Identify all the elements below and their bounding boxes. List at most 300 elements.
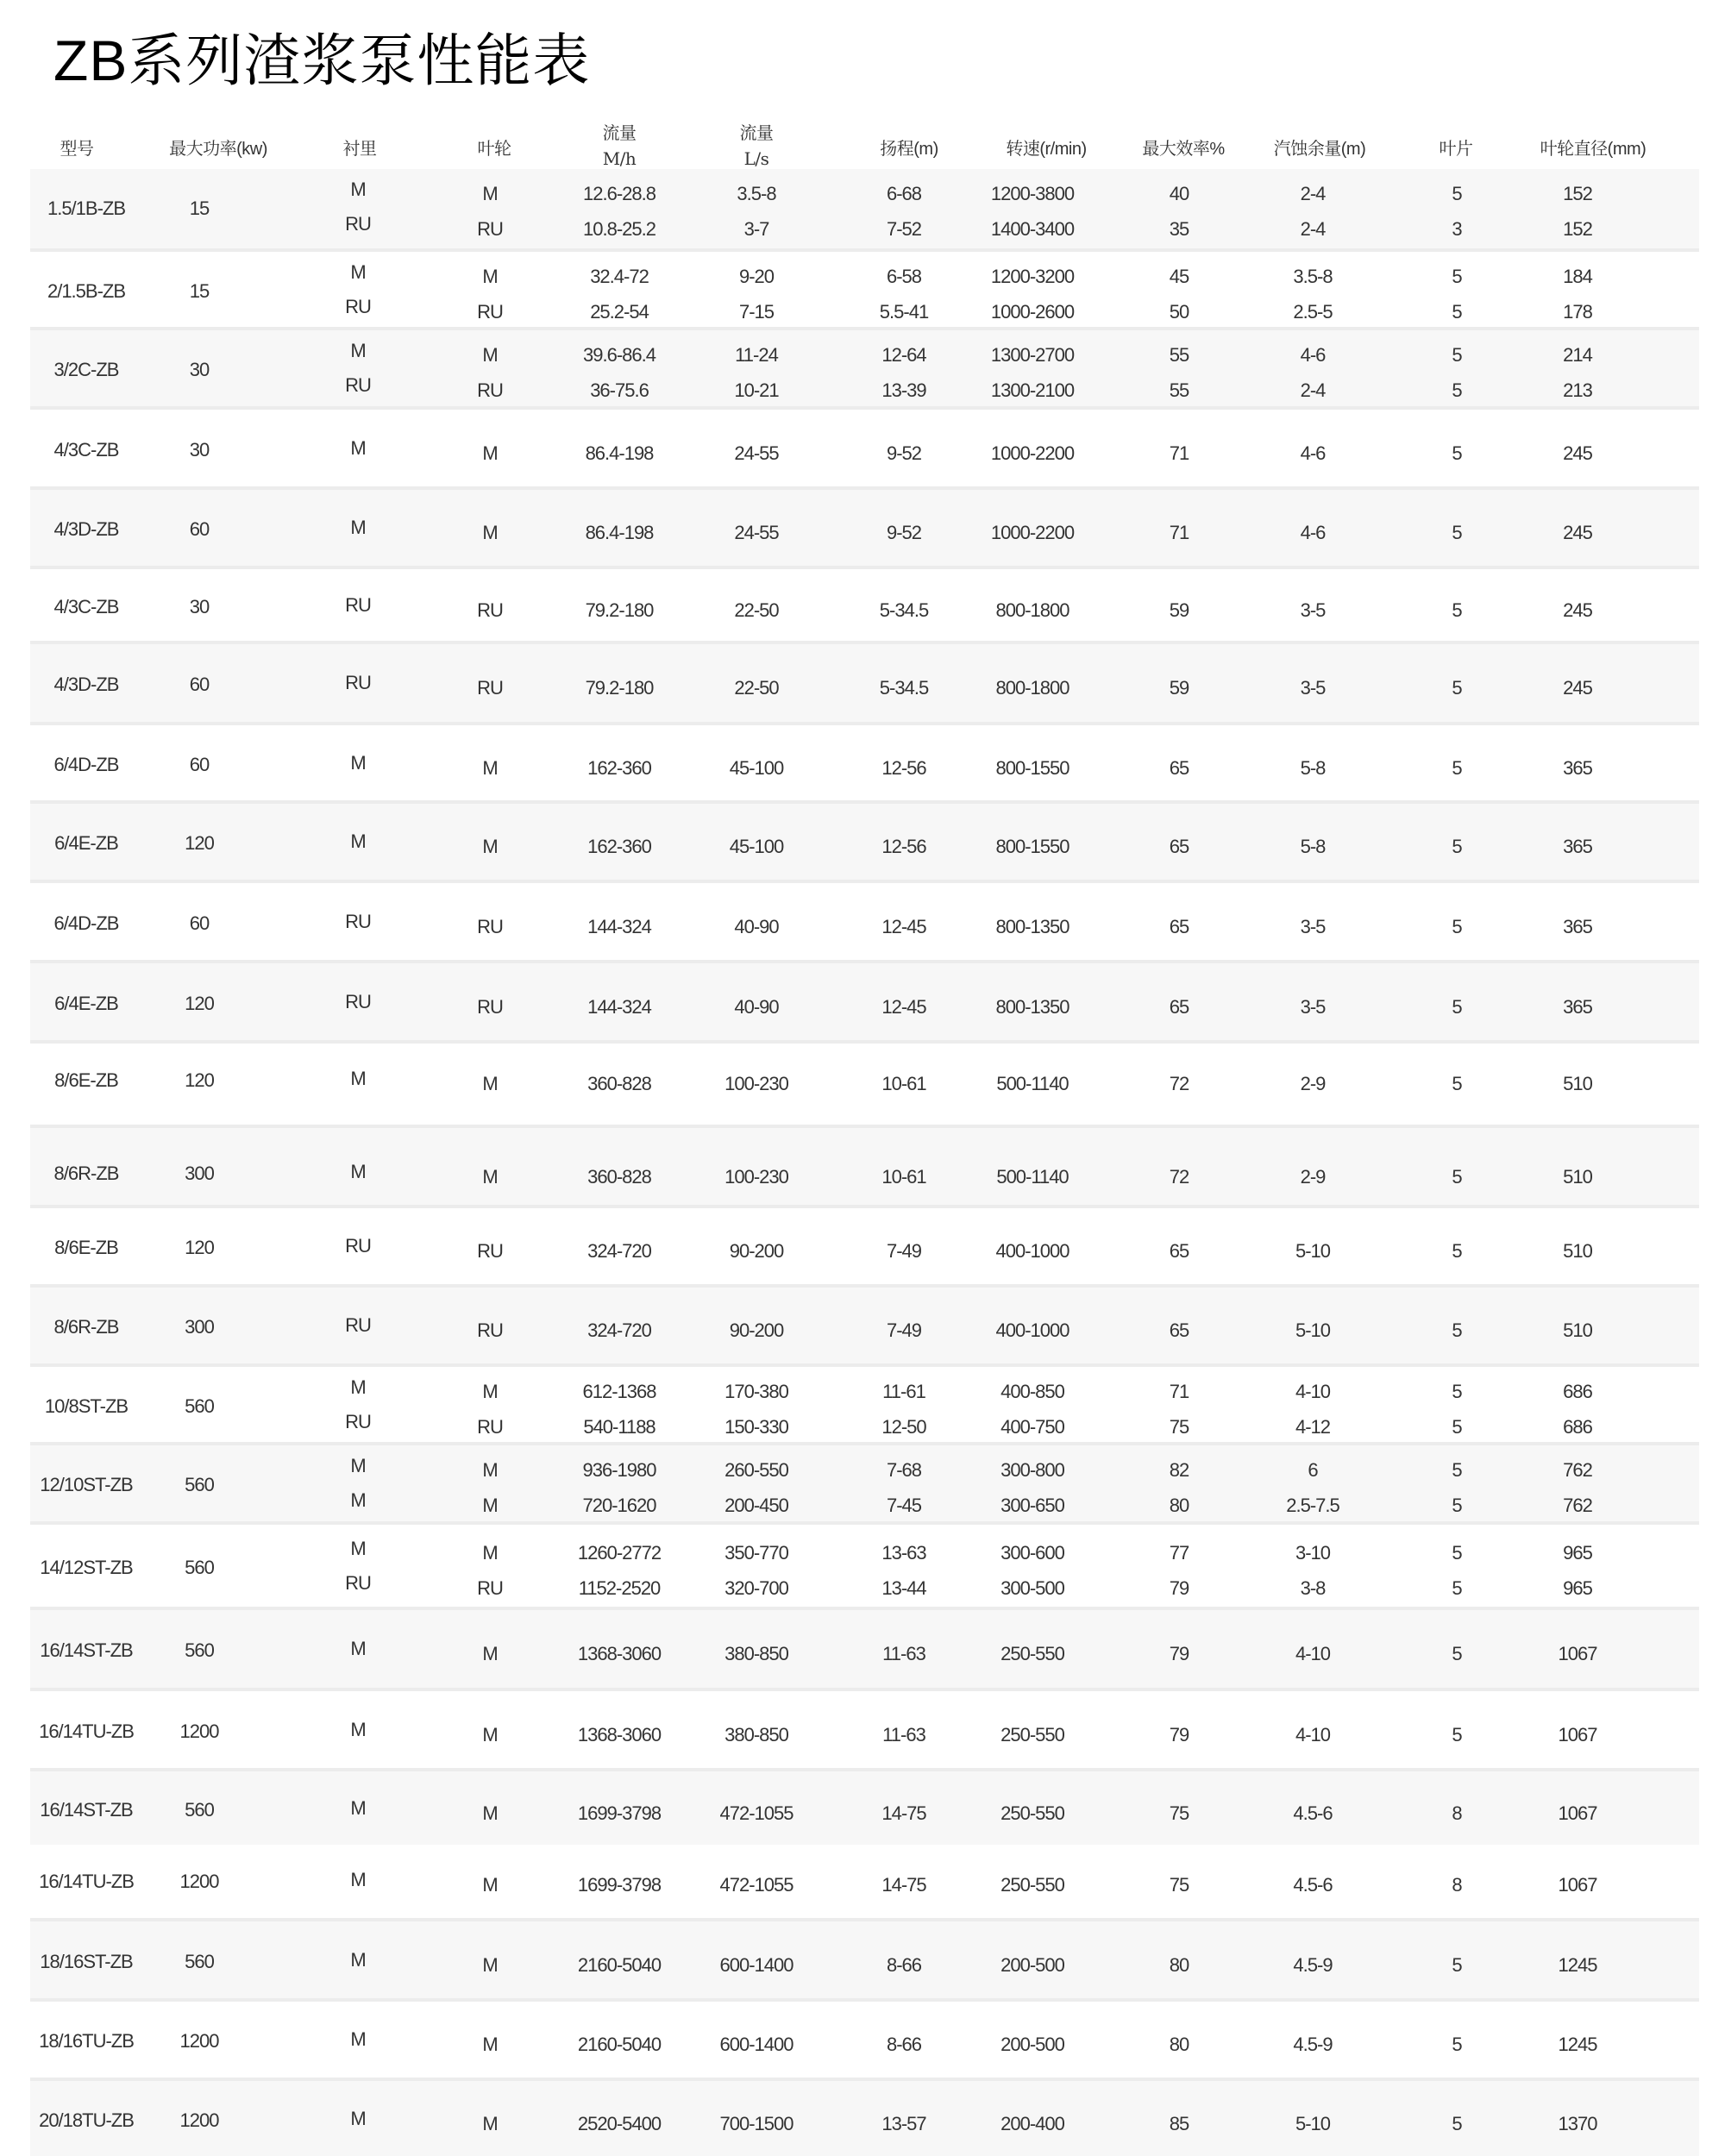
cell-head: 13-44 (881, 1576, 926, 1599)
cell-impeller-dia: 245 (1563, 442, 1592, 464)
cell-head: 7-49 (886, 1240, 922, 1262)
cell-speed: 300-800 (1000, 1459, 1064, 1481)
cell-flow-m3h: 1368-3060 (577, 1643, 662, 1664)
cell-vanes: 5 (1452, 1723, 1462, 1745)
cell-power: 560 (185, 1474, 214, 1495)
cell-power: 560 (185, 1556, 214, 1578)
cell-head: 7-49 (886, 1319, 922, 1341)
cell-vanes: 5 (1452, 1459, 1462, 1481)
cell-lining: M (350, 1489, 366, 1511)
cell-vanes: 3 (1452, 218, 1462, 240)
cell-impeller-dia: 152 (1563, 218, 1592, 240)
cell-head: 5.5-41 (879, 300, 929, 323)
cell-speed: 250-550 (1000, 1802, 1064, 1824)
cell-impeller-dia: 510 (1563, 1165, 1592, 1188)
cell-flow-ls: 3-7 (743, 218, 769, 240)
cell-lining: RU (345, 910, 371, 932)
cell-efficiency: 82 (1169, 1459, 1189, 1481)
cell-vanes: 5 (1452, 183, 1462, 204)
cell-speed: 800-1800 (995, 677, 1070, 699)
cell-model: 8/6E-ZB (54, 1069, 118, 1091)
table-row (30, 566, 1699, 641)
table-row (30, 800, 1699, 880)
cell-impeller-dia: 213 (1563, 379, 1592, 401)
cell-impeller: M (482, 1953, 498, 1976)
cell-power: 120 (185, 1237, 214, 1258)
cell-head: 7-52 (886, 218, 922, 240)
cell-npsh: 2-4 (1300, 379, 1326, 401)
cell-impeller-dia: 365 (1563, 915, 1592, 937)
cell-efficiency: 71 (1169, 442, 1189, 464)
cell-impeller: RU (477, 915, 503, 937)
cell-power: 300 (185, 1162, 214, 1184)
cell-lining: RU (345, 1235, 371, 1257)
cell-power: 1200 (179, 2030, 219, 2052)
cell-npsh: 4.5-6 (1293, 1802, 1333, 1824)
cell-vanes: 5 (1452, 265, 1462, 287)
cell-flow-m3h: 12.6-28.8 (583, 183, 656, 204)
cell-lining: M (350, 1718, 366, 1740)
cell-efficiency: 65 (1169, 1319, 1189, 1341)
cell-vanes: 5 (1452, 756, 1462, 779)
table-row (30, 1125, 1699, 1205)
table-row (30, 1845, 1699, 1918)
cell-speed: 200-500 (1000, 2034, 1064, 2055)
cell-vanes: 5 (1452, 1380, 1462, 1402)
cell-head: 10-61 (881, 1073, 926, 1094)
cell-flow-m3h: 360-828 (587, 1073, 651, 1094)
table-row (30, 960, 1699, 1040)
cell-flow-m3h: 1152-2520 (578, 1576, 661, 1599)
cell-flow-ls: 22-50 (734, 677, 779, 699)
cell-power: 1200 (179, 1870, 219, 1892)
cell-impeller: RU (477, 1415, 503, 1438)
cell-npsh: 5-10 (1295, 2112, 1331, 2134)
cell-power: 120 (185, 992, 214, 1014)
cell-lining: RU (345, 374, 371, 396)
cell-npsh: 3-5 (1300, 599, 1326, 621)
cell-vanes: 5 (1452, 2034, 1462, 2055)
cell-impeller: M (482, 1495, 498, 1516)
cell-impeller-dia: 245 (1563, 677, 1592, 699)
cell-efficiency: 59 (1169, 677, 1189, 699)
cell-efficiency: 72 (1169, 1073, 1189, 1094)
cell-vanes: 8 (1452, 1873, 1462, 1896)
cell-head: 12-45 (881, 915, 926, 937)
cell-impeller: M (482, 2034, 498, 2055)
cell-lining: RU (345, 1314, 371, 1336)
cell-power: 30 (189, 595, 210, 617)
cell-vanes: 5 (1452, 442, 1462, 464)
cell-flow-ls: 24-55 (734, 442, 779, 464)
cell-impeller: RU (477, 1240, 503, 1262)
cell-npsh: 5-8 (1300, 836, 1326, 857)
cell-efficiency: 65 (1169, 756, 1189, 779)
cell-efficiency: 59 (1169, 599, 1189, 621)
cell-speed: 300-500 (1000, 1576, 1064, 1599)
cell-model: 2/1.5B-ZB (47, 279, 126, 302)
cell-efficiency: 71 (1169, 522, 1189, 543)
cell-flow-ls: 40-90 (734, 995, 779, 1018)
cell-impeller: M (482, 1165, 498, 1188)
cell-model: 12/10ST-ZB (40, 1474, 133, 1495)
table-row (30, 1205, 1699, 1284)
cell-flow-m3h: 2160-5040 (577, 1953, 662, 1976)
cell-flow-ls: 350-770 (724, 1541, 788, 1564)
cell-vanes: 5 (1452, 915, 1462, 937)
cell-impeller: M (482, 1541, 498, 1564)
cell-vanes: 5 (1452, 1165, 1462, 1188)
cell-speed: 250-550 (1000, 1723, 1064, 1745)
cell-model: 6/4E-ZB (54, 832, 118, 854)
cell-vanes: 5 (1452, 300, 1462, 323)
cell-flow-ls: 40-90 (734, 915, 779, 937)
cell-head: 13-39 (881, 379, 926, 401)
cell-lining: M (350, 1160, 366, 1182)
cell-speed: 500-1140 (996, 1073, 1069, 1094)
cell-speed: 400-1000 (995, 1319, 1070, 1341)
cell-impeller-dia: 1245 (1558, 2034, 1597, 2055)
cell-impeller-dia: 1245 (1558, 1953, 1597, 1976)
cell-efficiency: 65 (1169, 915, 1189, 937)
cell-head: 5-34.5 (879, 599, 929, 621)
cell-lining: M (350, 436, 366, 459)
cell-flow-m3h: 79.2-180 (585, 677, 654, 699)
cell-head: 8-66 (886, 2034, 922, 2055)
cell-power: 120 (185, 832, 214, 854)
cell-lining: M (350, 830, 366, 852)
cell-efficiency: 45 (1169, 265, 1189, 287)
cell-model: 18/16ST-ZB (40, 1950, 133, 1972)
cell-flow-ls: 10-21 (734, 379, 779, 401)
cell-impeller-dia: 245 (1563, 599, 1592, 621)
table-row (30, 1688, 1699, 1768)
cell-flow-ls: 150-330 (724, 1415, 788, 1438)
cell-vanes: 5 (1452, 379, 1462, 401)
cell-flow-m3h: 144-324 (587, 915, 651, 937)
cell-efficiency: 75 (1169, 1415, 1189, 1438)
cell-flow-ls: 472-1055 (719, 1873, 794, 1896)
cell-efficiency: 71 (1169, 1380, 1189, 1402)
cell-flow-m3h: 324-720 (587, 1319, 651, 1341)
cell-model: 8/6R-ZB (53, 1162, 119, 1184)
table-row (30, 1363, 1699, 1442)
cell-impeller-dia: 214 (1563, 344, 1592, 366)
cell-impeller-dia: 510 (1563, 1240, 1592, 1262)
cell-npsh: 4-10 (1295, 1723, 1331, 1745)
cell-power: 560 (185, 1798, 214, 1821)
cell-impeller: RU (477, 677, 503, 699)
cell-flow-ls: 24-55 (734, 522, 779, 543)
cell-flow-ls: 45-100 (729, 836, 784, 857)
cell-head: 12-50 (881, 1415, 926, 1438)
cell-flow-ls: 100-230 (724, 1073, 788, 1094)
cell-impeller: RU (477, 379, 503, 401)
cell-flow-m3h: 1368-3060 (577, 1723, 662, 1745)
cell-flow-m3h: 32.4-72 (590, 265, 649, 287)
cell-npsh: 3-5 (1300, 677, 1326, 699)
cell-speed: 800-1550 (995, 836, 1070, 857)
cell-head: 11-63 (882, 1723, 925, 1745)
cell-vanes: 5 (1452, 522, 1462, 543)
cell-model: 6/4E-ZB (54, 992, 118, 1014)
cell-flow-m3h: 2160-5040 (577, 2034, 662, 2055)
cell-efficiency: 80 (1169, 2034, 1189, 2055)
cell-flow-ls: 200-450 (724, 1495, 788, 1516)
cell-npsh: 3-5 (1300, 995, 1326, 1018)
cell-flow-m3h: 162-360 (587, 836, 651, 857)
cell-head: 10-61 (881, 1165, 926, 1188)
cell-npsh: 4-10 (1295, 1643, 1331, 1664)
cell-npsh: 4.5-9 (1293, 1953, 1333, 1976)
cell-flow-m3h: 612-1368 (582, 1380, 656, 1402)
cell-flow-ls: 600-1400 (719, 2034, 794, 2055)
cell-impeller-dia: 1067 (1558, 1873, 1597, 1896)
cell-head: 6-68 (886, 183, 922, 204)
cell-lining: M (350, 1068, 366, 1089)
cell-npsh: 4-6 (1300, 522, 1326, 543)
cell-impeller-dia: 245 (1563, 522, 1592, 543)
cell-lining: M (350, 2107, 366, 2129)
cell-impeller: RU (477, 1319, 503, 1341)
table-row (30, 722, 1699, 800)
cell-impeller-dia: 152 (1563, 183, 1592, 204)
cell-power: 560 (185, 1639, 214, 1661)
cell-npsh: 4-6 (1300, 344, 1326, 366)
cell-impeller: RU (477, 1576, 503, 1599)
cell-flow-m3h: 144-324 (587, 995, 651, 1018)
cell-speed: 300-600 (1000, 1541, 1064, 1564)
cell-lining: M (350, 340, 366, 361)
cell-head: 6-58 (886, 265, 922, 287)
cell-npsh: 5-10 (1295, 1240, 1331, 1262)
cell-lining: M (350, 517, 366, 538)
table-row (30, 1918, 1699, 1998)
cell-speed: 250-550 (1000, 1873, 1064, 1896)
cell-power: 60 (189, 753, 210, 775)
cell-speed: 200-400 (1000, 2112, 1064, 2134)
cell-head: 7-45 (886, 1495, 922, 1516)
cell-model: 20/18TU-ZB (39, 2109, 134, 2131)
cell-impeller: M (482, 756, 498, 779)
cell-impeller: M (482, 1073, 498, 1094)
cell-impeller-dia: 686 (1563, 1415, 1592, 1438)
cell-efficiency: 35 (1169, 218, 1189, 240)
cell-speed: 1300-2700 (990, 344, 1075, 366)
cell-speed: 1000-2200 (990, 522, 1075, 543)
table-row (30, 641, 1699, 722)
cell-efficiency: 79 (1169, 1576, 1189, 1599)
table-row (30, 2078, 1699, 2156)
title-series-code: ZB (53, 28, 129, 92)
cell-flow-ls: 90-200 (729, 1240, 784, 1262)
cell-model: 4/3C-ZB (53, 438, 119, 461)
cell-speed: 800-1550 (995, 756, 1070, 779)
cell-speed: 800-1350 (995, 915, 1070, 937)
cell-efficiency: 55 (1169, 379, 1189, 401)
cell-efficiency: 72 (1169, 1165, 1189, 1188)
cell-npsh: 4-12 (1295, 1415, 1331, 1438)
cell-npsh: 4-6 (1300, 442, 1326, 464)
cell-flow-m3h: 936-1980 (582, 1459, 656, 1481)
cell-npsh: 2.5-5 (1293, 300, 1333, 323)
table-row (30, 248, 1699, 327)
cell-efficiency: 75 (1169, 1802, 1189, 1824)
cell-npsh: 2-4 (1300, 183, 1326, 204)
cell-vanes: 5 (1452, 677, 1462, 699)
cell-impeller-dia: 510 (1563, 1319, 1592, 1341)
cell-speed: 1400-3400 (990, 218, 1075, 240)
cell-flow-ls: 22-50 (734, 599, 779, 621)
cell-model: 8/6R-ZB (53, 1316, 119, 1338)
cell-flow-ls: 9-20 (738, 265, 775, 287)
cell-power: 560 (185, 1395, 214, 1417)
cell-vanes: 5 (1452, 1415, 1462, 1438)
cell-impeller: M (482, 442, 498, 464)
cell-flow-m3h: 79.2-180 (585, 599, 654, 621)
cell-model: 6/4D-ZB (53, 753, 119, 775)
cell-speed: 800-1800 (995, 599, 1070, 621)
cell-vanes: 5 (1452, 599, 1462, 621)
cell-lining: M (350, 1868, 366, 1890)
cell-npsh: 2.5-7.5 (1286, 1495, 1339, 1516)
cell-impeller: M (482, 2112, 498, 2134)
cell-speed: 500-1140 (996, 1165, 1069, 1188)
cell-vanes: 5 (1452, 2112, 1462, 2134)
cell-efficiency: 79 (1169, 1723, 1189, 1745)
cell-head: 7-68 (886, 1459, 922, 1481)
cell-impeller-dia: 184 (1563, 265, 1592, 287)
cell-speed: 400-850 (1000, 1380, 1064, 1402)
cell-npsh: 4-10 (1295, 1380, 1331, 1402)
cell-lining: M (350, 1948, 366, 1971)
cell-speed: 400-750 (1000, 1415, 1064, 1438)
cell-vanes: 5 (1452, 1953, 1462, 1976)
cell-flow-m3h: 86.4-198 (585, 442, 654, 464)
cell-lining: RU (345, 1410, 371, 1432)
page-title (53, 26, 590, 96)
cell-impeller: M (482, 1643, 498, 1664)
cell-model: 16/14ST-ZB (40, 1798, 133, 1821)
cell-flow-m3h: 360-828 (587, 1165, 651, 1188)
cell-head: 5-34.5 (879, 677, 929, 699)
cell-npsh: 3-8 (1300, 1576, 1326, 1599)
cell-efficiency: 85 (1169, 2112, 1189, 2134)
cell-head: 9-52 (886, 522, 922, 543)
cell-head: 12-56 (881, 756, 926, 779)
cell-impeller-dia: 1067 (1558, 1802, 1597, 1824)
cell-head: 13-57 (881, 2112, 926, 2134)
cell-flow-ls: 700-1500 (719, 2112, 794, 2134)
cell-impeller-dia: 1370 (1558, 2112, 1597, 2134)
cell-model: 3/2C-ZB (53, 359, 119, 380)
cell-speed: 300-650 (1000, 1495, 1064, 1516)
cell-impeller-dia: 178 (1563, 300, 1592, 323)
cell-impeller: M (482, 1873, 498, 1896)
cell-impeller: M (482, 836, 498, 857)
cell-head: 12-56 (881, 836, 926, 857)
cell-power: 560 (185, 1950, 214, 1972)
cell-speed: 1200-3800 (990, 183, 1075, 204)
cell-lining: RU (345, 1571, 371, 1594)
cell-flow-ls: 320-700 (724, 1576, 788, 1599)
cell-npsh: 5-10 (1295, 1319, 1331, 1341)
cell-flow-m3h: 36-75.6 (590, 379, 649, 401)
cell-vanes: 5 (1452, 1576, 1462, 1599)
cell-lining: M (350, 1638, 366, 1659)
cell-efficiency: 75 (1169, 1873, 1189, 1896)
cell-npsh: 6 (1308, 1459, 1318, 1481)
cell-lining: RU (345, 213, 371, 235)
cell-power: 15 (189, 279, 210, 302)
cell-npsh: 3-10 (1295, 1541, 1331, 1564)
cell-vanes: 8 (1452, 1802, 1462, 1824)
cell-npsh: 3.5-8 (1293, 265, 1333, 287)
cell-lining: RU (345, 295, 371, 317)
cell-model: 4/3D-ZB (53, 674, 119, 695)
cell-flow-m3h: 86.4-198 (585, 522, 654, 543)
cell-head: 9-52 (886, 442, 922, 464)
cell-lining: M (350, 179, 366, 200)
cell-lining: RU (345, 672, 371, 693)
cell-flow-m3h: 720-1620 (582, 1495, 656, 1516)
cell-impeller: RU (477, 995, 503, 1018)
cell-npsh: 2-9 (1300, 1165, 1326, 1188)
cell-impeller-dia: 965 (1563, 1576, 1592, 1599)
cell-npsh: 4.5-9 (1293, 2034, 1333, 2055)
cell-head: 14-75 (881, 1802, 926, 1824)
cell-impeller: RU (477, 300, 503, 323)
cell-model: 18/16TU-ZB (39, 2030, 134, 2052)
cell-efficiency: 79 (1169, 1643, 1189, 1664)
cell-flow-ls: 90-200 (729, 1319, 784, 1341)
cell-power: 300 (185, 1316, 214, 1338)
cell-head: 12-45 (881, 995, 926, 1018)
cell-impeller: M (482, 344, 498, 366)
cell-lining: M (350, 751, 366, 774)
cell-vanes: 5 (1452, 995, 1462, 1018)
cell-speed: 1000-2600 (990, 300, 1075, 323)
cell-power: 1200 (179, 1720, 219, 1742)
title-text: 系列渣浆泵性能表 (128, 28, 591, 94)
cell-model: 4/3C-ZB (53, 595, 119, 617)
cell-impeller: M (482, 1459, 498, 1481)
cell-impeller-dia: 365 (1563, 756, 1592, 779)
table-row (30, 1607, 1699, 1688)
cell-lining: M (350, 1455, 366, 1476)
cell-model: 16/14TU-ZB (39, 1720, 134, 1742)
cell-power: 60 (189, 912, 210, 934)
cell-model: 8/6E-ZB (54, 1237, 118, 1258)
table-row (30, 406, 1699, 486)
cell-lining: M (350, 1537, 366, 1559)
cell-flow-m3h: 2520-5400 (577, 2112, 662, 2134)
cell-efficiency: 50 (1169, 300, 1189, 323)
cell-efficiency: 40 (1169, 183, 1189, 204)
cell-efficiency: 80 (1169, 1495, 1189, 1516)
cell-speed: 200-500 (1000, 1953, 1064, 1976)
cell-vanes: 5 (1452, 1319, 1462, 1341)
cell-vanes: 5 (1452, 1240, 1462, 1262)
cell-vanes: 5 (1452, 1541, 1462, 1564)
cell-vanes: 5 (1452, 1643, 1462, 1664)
cell-lining: M (350, 2028, 366, 2050)
cell-impeller-dia: 1067 (1558, 1643, 1597, 1664)
cell-flow-m3h: 39.6-86.4 (583, 344, 656, 366)
cell-impeller-dia: 510 (1563, 1073, 1592, 1094)
cell-npsh: 2-9 (1300, 1073, 1326, 1094)
cell-speed: 400-1000 (995, 1240, 1070, 1262)
